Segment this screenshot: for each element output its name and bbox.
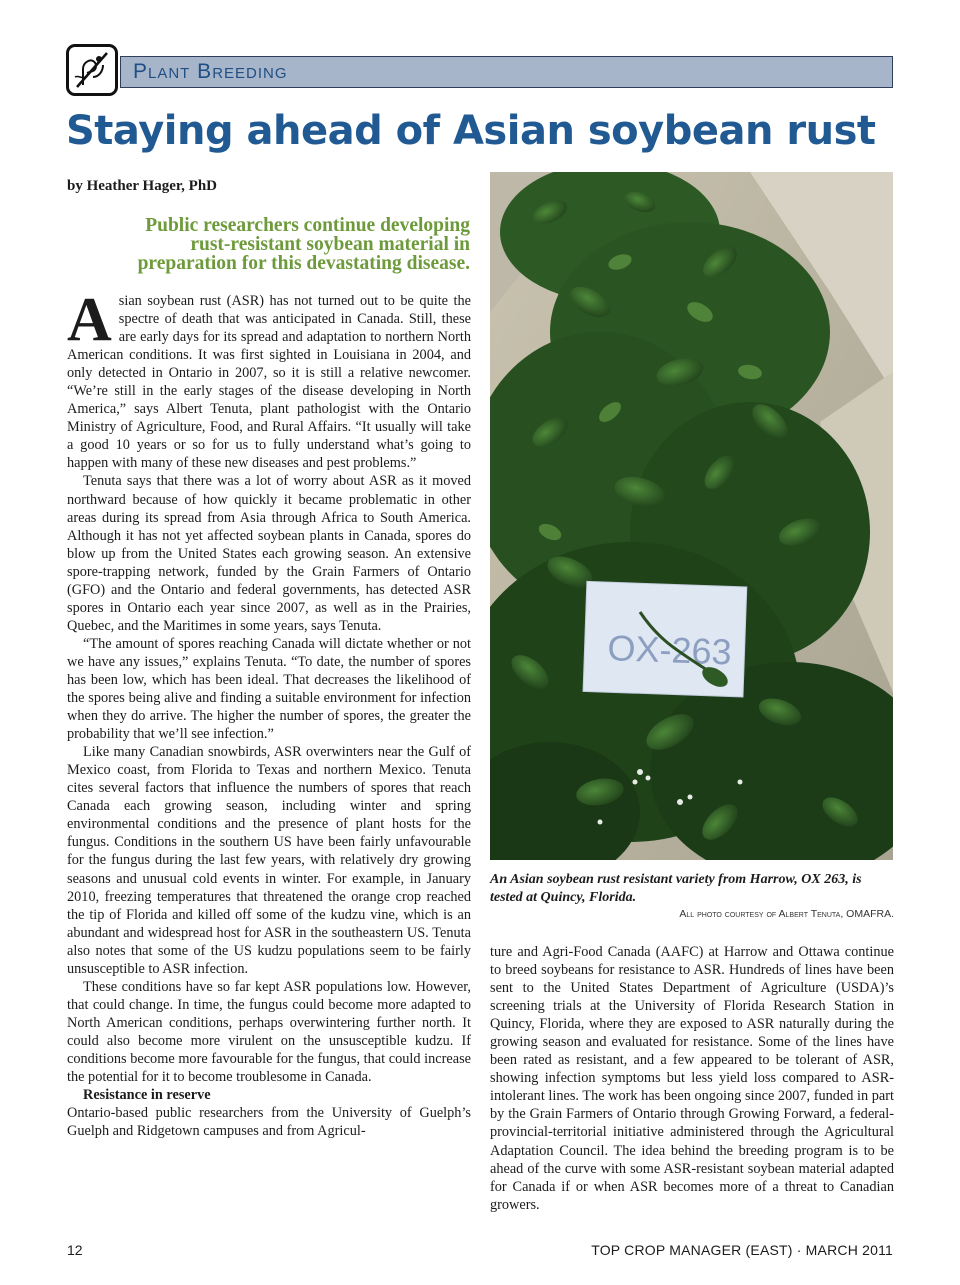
body-paragraph: These conditions have so far kept ASR populations low. However, that could change. In time, the fungus could become more adapted to North American conditions, perhaps overwintering further north. It could also become more virulent on the unsusceptible kudzu. If conditions become more favourable for the fungus, that could increase the potential for it to become troublesome in Canada. (67, 978, 471, 1086)
plant-breeding-logo-icon (66, 44, 118, 96)
body-paragraph: Ontario-based public researchers from the University of Guelph’s Guelph and Ridgetown campuses and from Agricul- (67, 1105, 471, 1140)
photo-caption: An Asian soybean rust resistant variety from Harrow, OX 263, is tested at Quincy, Florida. (490, 872, 862, 905)
publication-footer: TOP CROP MANAGER (EAST) · MARCH 2011 (591, 1242, 893, 1258)
body-paragraph: Like many Canadian snowbirds, ASR overwinters near the Gulf of Mexico coast, from Florida to Texas and northern Mexico. Tenuta cites several factors that influence the numbers of spores that reach Canada each growing season, including winter and spring environmental conditions and the presence of plant hosts for the fungus. Conditions in the southern US have been fairly unfavourable for the fungus during the last few years, with relatively dry growing seasons and unusual cold events in winter. For example, in January 2010, freezing temperatures that threatened the orange crop reached the tip of Florida and killed off some of the kudzu vine, which is an abundant and widespread host for ASR in the southeastern US. Tenuta also notes that some of the US kudzu populations seem to be fairly unsusceptible to ASR infection. (67, 744, 471, 977)
body-paragraph: ture and Agri-Food Canada (AAFC) at Harrow and Ottawa continue to breed soybeans for resistance to ASR. Hundreds of lines have been sent to the United States Department of Agriculture (USDA)’s screening trials at the University of Florida Research Station in Quincy, Florida, where they are exposed to ASR naturally during the growing season and evaluated for resistance. Some of the lines have been rated as resistant, and a few appeared to be tolerant of ASR, showing infection symptoms but less yield loss compared to ASR-intolerant lines. The work has been ongoing since 2007, funded in part by the Grain Farmers of Ontario through Growing Forward, a federal-provincial-territorial initiative administered through the Agricultural Adaptation Council. The idea behind the breeding program is to be ahead of the curve with some ASR-resistant soybean material adapted for Canada if or when ASR becomes more of a threat to Canadian growers. (490, 944, 894, 1213)
article-deck: Public researchers continue developing rust-resistant soybean material in preparation for this devastating disease. (137, 215, 470, 274)
page-number: 12 (67, 1242, 83, 1258)
left-column (67, 286, 471, 1140)
subhead: Resistance in reserve (83, 1087, 211, 1104)
section-banner (120, 56, 893, 88)
first-paragraph (67, 286, 471, 472)
byline: by Heather Hager, PhD (67, 178, 217, 194)
article-headline: Staying ahead of Asian soybean rust (66, 108, 876, 154)
section-label: Plant Breeding (133, 60, 288, 83)
drop-cap: A (67, 286, 112, 354)
sign-text: OX-263 (606, 627, 733, 673)
first-paragraph-text: sian soybean rust (ASR) has not turned out to be quite the spectre of death that was anticipated in Canada. Still, these are early days for its spread and adaptation to northern North American conditions. It was first sighted in Louisiana in 2004, and only detected in Ontario in 2007, so it is still a relative newcomer. “We’re still in the early stages of the disease developing in North America,” says Albert Tenuta, plant pathologist with the Ontario Ministry of Agriculture, Food, and Rural Affairs. “It usually will take a good 10 years or so for us to fully understand what’s going to happen with many of these new diseases and pest problems.” (67, 293, 471, 472)
body-paragraph: “The amount of spores reaching Canada will dictate whether or not we have any issues,” explains Tenuta. “To date, the number of spores has been low, which has been ideal. That decreases the likelihood of the spores being alive and finding a suitable environment for infection when they do arrive. The higher the number of spores, the greater the probability that we’ll see infection.” (67, 635, 471, 743)
right-column (490, 943, 894, 1214)
soybean-plot-photo (490, 172, 893, 860)
body-paragraph: Tenuta says that there was a lot of worry about ASR as it moved northward because of how quickly it became problematic in other areas during its spread from Asia through Africa to South America. Although it has not yet affected soybean plants in Canada, spores do blow up from the United States each growing season. An extensive spore-trapping network, funded by the Grain Farmers of Ontario (GFO) and the Ontario and federal governments, has detected ASR spores in Ontario each year since 2007, as well as in the Prairies, Quebec, and the Maritimes in some years, says Tenuta. (67, 473, 471, 634)
photo-credit: All photo courtesy of Albert Tenuta, OMAFRA. (679, 908, 894, 920)
